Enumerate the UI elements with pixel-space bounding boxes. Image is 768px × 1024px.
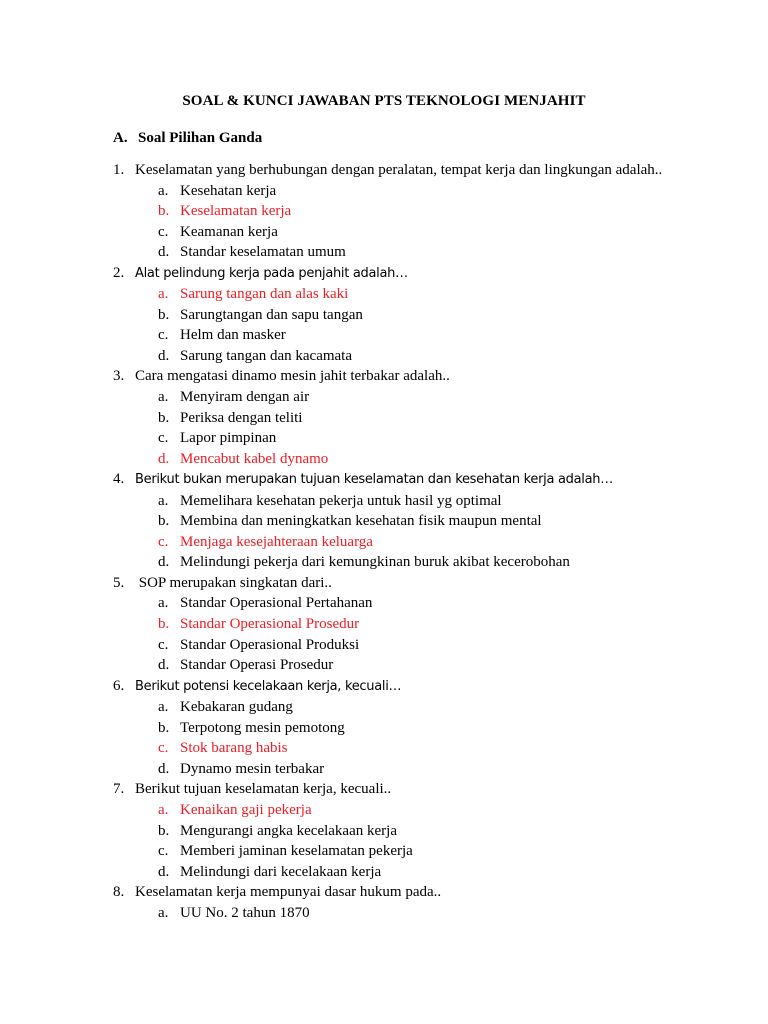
option-text: Menyiram dengan air: [180, 389, 310, 406]
option-text: Standar Operasional Prosedur: [180, 616, 360, 633]
option-letter: d.: [158, 863, 170, 880]
option-letter: a.: [158, 595, 169, 612]
option-letter: a.: [158, 389, 169, 406]
option-text: Mengurangi angka kecelakaan kerja: [180, 822, 397, 839]
answer-option: [113, 222, 713, 243]
option-letter: d.: [158, 554, 170, 571]
answer-option: [113, 552, 713, 573]
option-text: Standar keselamatan umum: [180, 244, 346, 261]
answer-option: [113, 635, 713, 656]
question-item: [113, 573, 713, 594]
answer-option: [113, 593, 713, 614]
answer-option: [113, 428, 713, 449]
question-number: 8.: [113, 884, 125, 901]
option-text: Melindungi dari kecelakaan kerja: [180, 863, 382, 880]
option-text: Helm dan masker: [180, 327, 286, 344]
option-letter: b.: [158, 719, 170, 736]
question-number: 1.: [113, 162, 125, 178]
option-text: Lapor pimpinan: [180, 430, 277, 447]
answer-option: [113, 697, 713, 718]
document-title: SOAL & KUNCI JAWABAN PTS TEKNOLOGI MENJAHIT: [182, 93, 586, 109]
option-letter: d.: [158, 760, 170, 777]
option-letter: a.: [158, 182, 169, 199]
answer-option: [113, 408, 713, 429]
option-text: Sarung tangan dan kacamata: [180, 347, 353, 364]
question-text: Berikut potensi kecelakaan kerja, kecuali…: [135, 678, 402, 694]
option-text: Melindungi pekerja dari kemungkinan buruk akibat kecerobohan: [180, 554, 570, 571]
answer-option: [113, 387, 713, 408]
question-text: Keselamatan yang berhubungan dengan peralatan, tempat kerja dan lingkungan adalah..: [135, 162, 663, 178]
option-text: Standar Operasional Produksi: [180, 636, 360, 653]
answer-option: [113, 759, 713, 780]
option-text: Kenaikan gaji pekerja: [180, 801, 312, 818]
question-number: 4.: [113, 471, 125, 488]
answer-option: [113, 242, 713, 263]
option-letter: b.: [158, 203, 170, 220]
answer-option-correct: [113, 449, 713, 470]
option-letter: c.: [158, 223, 169, 240]
option-letter: b.: [158, 409, 170, 426]
answer-option: [113, 821, 713, 842]
answer-option-correct: [113, 284, 713, 305]
answer-option: [113, 862, 713, 883]
option-text: Sarung tangan dan alas kaki: [180, 286, 349, 303]
answer-option-correct: [113, 201, 713, 222]
option-text: Membina dan meningkatkan kesehatan fisik maupun mental: [180, 513, 542, 530]
option-text: Mencabut kabel dynamo: [180, 450, 329, 467]
answer-option: [113, 511, 713, 532]
option-letter: d.: [158, 347, 170, 364]
section-letter: A.: [113, 130, 128, 146]
question-number: 7.: [113, 781, 125, 798]
option-letter: a.: [158, 492, 169, 509]
option-text: Keamanan kerja: [180, 223, 278, 240]
option-text: Kesehatan kerja: [180, 182, 277, 199]
option-letter: c.: [158, 843, 169, 860]
question-item: [113, 160, 713, 181]
option-letter: a.: [158, 699, 169, 716]
option-letter: c.: [158, 533, 169, 550]
option-letter: d.: [158, 244, 170, 261]
option-letter: b.: [158, 513, 170, 530]
question-item: [113, 469, 713, 491]
option-letter: a.: [158, 801, 169, 818]
option-text: Standar Operasi Prosedur: [180, 657, 334, 674]
option-letter: b.: [158, 822, 170, 839]
question-text: Berikut tujuan keselamatan kerja, kecuali..: [135, 781, 392, 798]
option-text: Terpotong mesin pemotong: [180, 719, 345, 736]
option-letter: c.: [158, 327, 169, 344]
answer-option: [113, 903, 713, 924]
option-letter: b.: [158, 616, 170, 633]
option-text: Memberi jaminan keselamatan pekerja: [180, 843, 413, 860]
answer-option: [113, 655, 713, 676]
option-letter: d.: [158, 657, 170, 674]
option-text: Kebakaran gudang: [180, 699, 293, 716]
section-label: Soal Pilihan Ganda: [138, 130, 263, 146]
answer-option-correct: [113, 532, 713, 553]
question-text: Alat pelindung kerja pada penjahit adalah…: [135, 265, 408, 281]
option-letter: c.: [158, 430, 169, 447]
answer-option: [113, 841, 713, 862]
question-item: [113, 676, 713, 698]
section-heading: [113, 128, 262, 148]
question-item: [113, 779, 713, 800]
answer-option: [113, 718, 713, 739]
question-list: [113, 160, 713, 923]
option-text: Standar Operasional Pertahanan: [180, 595, 373, 612]
question-number: 2.: [113, 264, 125, 281]
option-letter: c.: [158, 636, 169, 653]
option-letter: d.: [158, 450, 170, 467]
option-letter: b.: [158, 306, 170, 323]
question-text: Cara mengatasi dinamo mesin jahit terbakar adalah..: [135, 368, 450, 385]
option-letter: c.: [158, 740, 169, 757]
option-text: Sarungtangan dan sapu tangan: [180, 306, 363, 323]
option-text: UU No. 2 tahun 1870: [180, 904, 310, 921]
question-text: SOP merupakan singkatan dari..: [135, 574, 332, 591]
answer-option: [113, 181, 713, 202]
answer-option-correct: [113, 738, 713, 759]
question-number: 3.: [113, 368, 125, 385]
option-text: Stok barang habis: [180, 740, 288, 757]
option-letter: a.: [158, 286, 169, 303]
answer-option: [113, 346, 713, 367]
option-text: Dynamo mesin terbakar: [180, 760, 325, 777]
question-text: Keselamatan kerja mempunyai dasar hukum pada..: [135, 884, 442, 901]
option-text: Keselamatan kerja: [180, 203, 292, 220]
option-text: Memelihara kesehatan pekerja untuk hasil yg optimal: [180, 492, 502, 509]
option-text: Menjaga kesejahteraan keluarga: [180, 533, 373, 550]
answer-option-correct: [113, 614, 713, 635]
answer-option: [113, 491, 713, 512]
question-item: [113, 882, 713, 903]
answer-option-correct: [113, 800, 713, 821]
question-item: [113, 263, 713, 285]
question-number: 6.: [113, 677, 125, 694]
question-text: Berikut bukan merupakan tujuan keselamatan dan kesehatan kerja adalah…: [135, 472, 613, 488]
question-number: 5.: [113, 574, 125, 591]
answer-option: [113, 305, 713, 326]
question-item: [113, 366, 713, 387]
answer-option: [113, 325, 713, 346]
option-text: Periksa dengan teliti: [180, 409, 303, 426]
option-letter: a.: [158, 904, 169, 921]
